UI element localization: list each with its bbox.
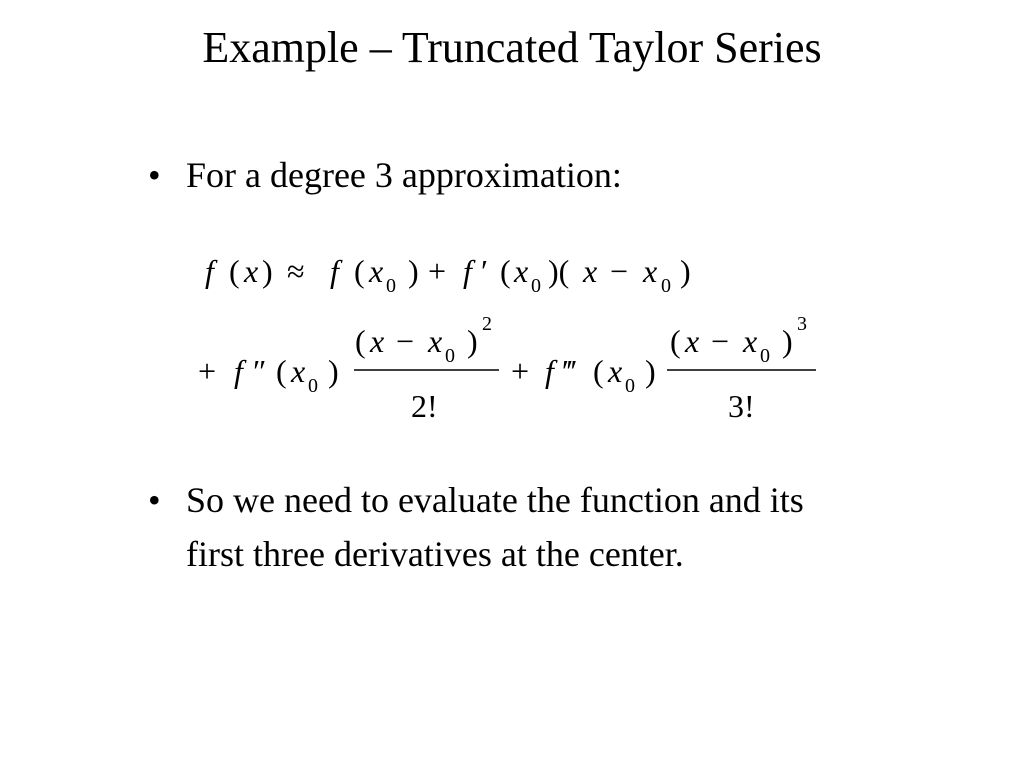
eq-paren: ) — [408, 253, 419, 289]
eq-x: x — [514, 253, 529, 289]
bullet-marker: • — [148, 155, 161, 195]
eq-exponent: 3 — [797, 313, 807, 335]
eq-x: x — [583, 253, 598, 289]
eq-x: x — [608, 353, 623, 389]
eq-minus: − — [711, 323, 730, 359]
eq-x: x — [643, 253, 658, 289]
eq-paren: ( — [500, 253, 511, 289]
eq-f: f — [234, 353, 243, 389]
eq-x: x — [685, 323, 700, 359]
eq-subscript: 0 — [531, 275, 541, 297]
eq-paren: )( — [548, 253, 570, 289]
eq-denominator: 3! — [728, 388, 755, 424]
eq-x: x — [428, 323, 443, 359]
eq-paren: ) — [645, 353, 656, 389]
slide-title: Example – Truncated Taylor Series — [202, 23, 822, 72]
eq-subscript: 0 — [760, 345, 770, 367]
eq-f: f — [545, 353, 554, 389]
eq-approx: ≈ — [287, 253, 305, 289]
eq-paren: ( — [354, 253, 365, 289]
eq-triple-prime: ‴ — [563, 353, 577, 389]
eq-denominator: 2! — [411, 388, 438, 424]
eq-paren: ( — [276, 353, 287, 389]
bullet-marker: • — [148, 480, 161, 520]
eq-paren: ( — [355, 323, 366, 359]
eq-plus: + — [428, 253, 447, 289]
eq-subscript: 0 — [386, 275, 396, 297]
eq-subscript: 0 — [625, 375, 635, 397]
eq-x: x — [369, 253, 384, 289]
eq-subscript: 0 — [661, 275, 671, 297]
eq-x: x — [743, 323, 758, 359]
eq-exponent: 2 — [482, 313, 492, 335]
eq-paren: ) — [467, 323, 478, 359]
eq-paren: ) — [782, 323, 793, 359]
eq-double-prime: ″ — [253, 353, 267, 389]
eq-paren: ( — [670, 323, 681, 359]
bullet-item-evaluate — [148, 473, 868, 581]
eq-subscript: 0 — [445, 345, 455, 367]
eq-f: f — [463, 253, 472, 289]
equation-line-2 — [198, 313, 816, 424]
eq-f: f — [330, 253, 339, 289]
eq-minus: − — [610, 253, 629, 289]
eq-paren: ( — [229, 253, 240, 289]
bullet-text: For a degree 3 approximation: — [186, 155, 622, 195]
eq-subscript: 0 — [308, 375, 318, 397]
eq-x: x — [244, 253, 259, 289]
eq-paren: ) — [262, 253, 273, 289]
eq-x: x — [370, 323, 385, 359]
eq-plus: + — [511, 353, 530, 389]
eq-paren: ) — [680, 253, 691, 289]
eq-prime: ′ — [481, 253, 488, 289]
eq-plus: + — [198, 353, 217, 389]
equation-line-1 — [205, 253, 691, 297]
bullet-text: So we need to evaluate the function and its first three derivatives at the center. — [186, 480, 804, 574]
eq-x: x — [291, 353, 306, 389]
eq-f: f — [205, 253, 214, 289]
eq-minus: − — [396, 323, 415, 359]
bullet-item-degree — [148, 148, 868, 202]
eq-paren: ) — [328, 353, 339, 389]
eq-paren: ( — [593, 353, 604, 389]
